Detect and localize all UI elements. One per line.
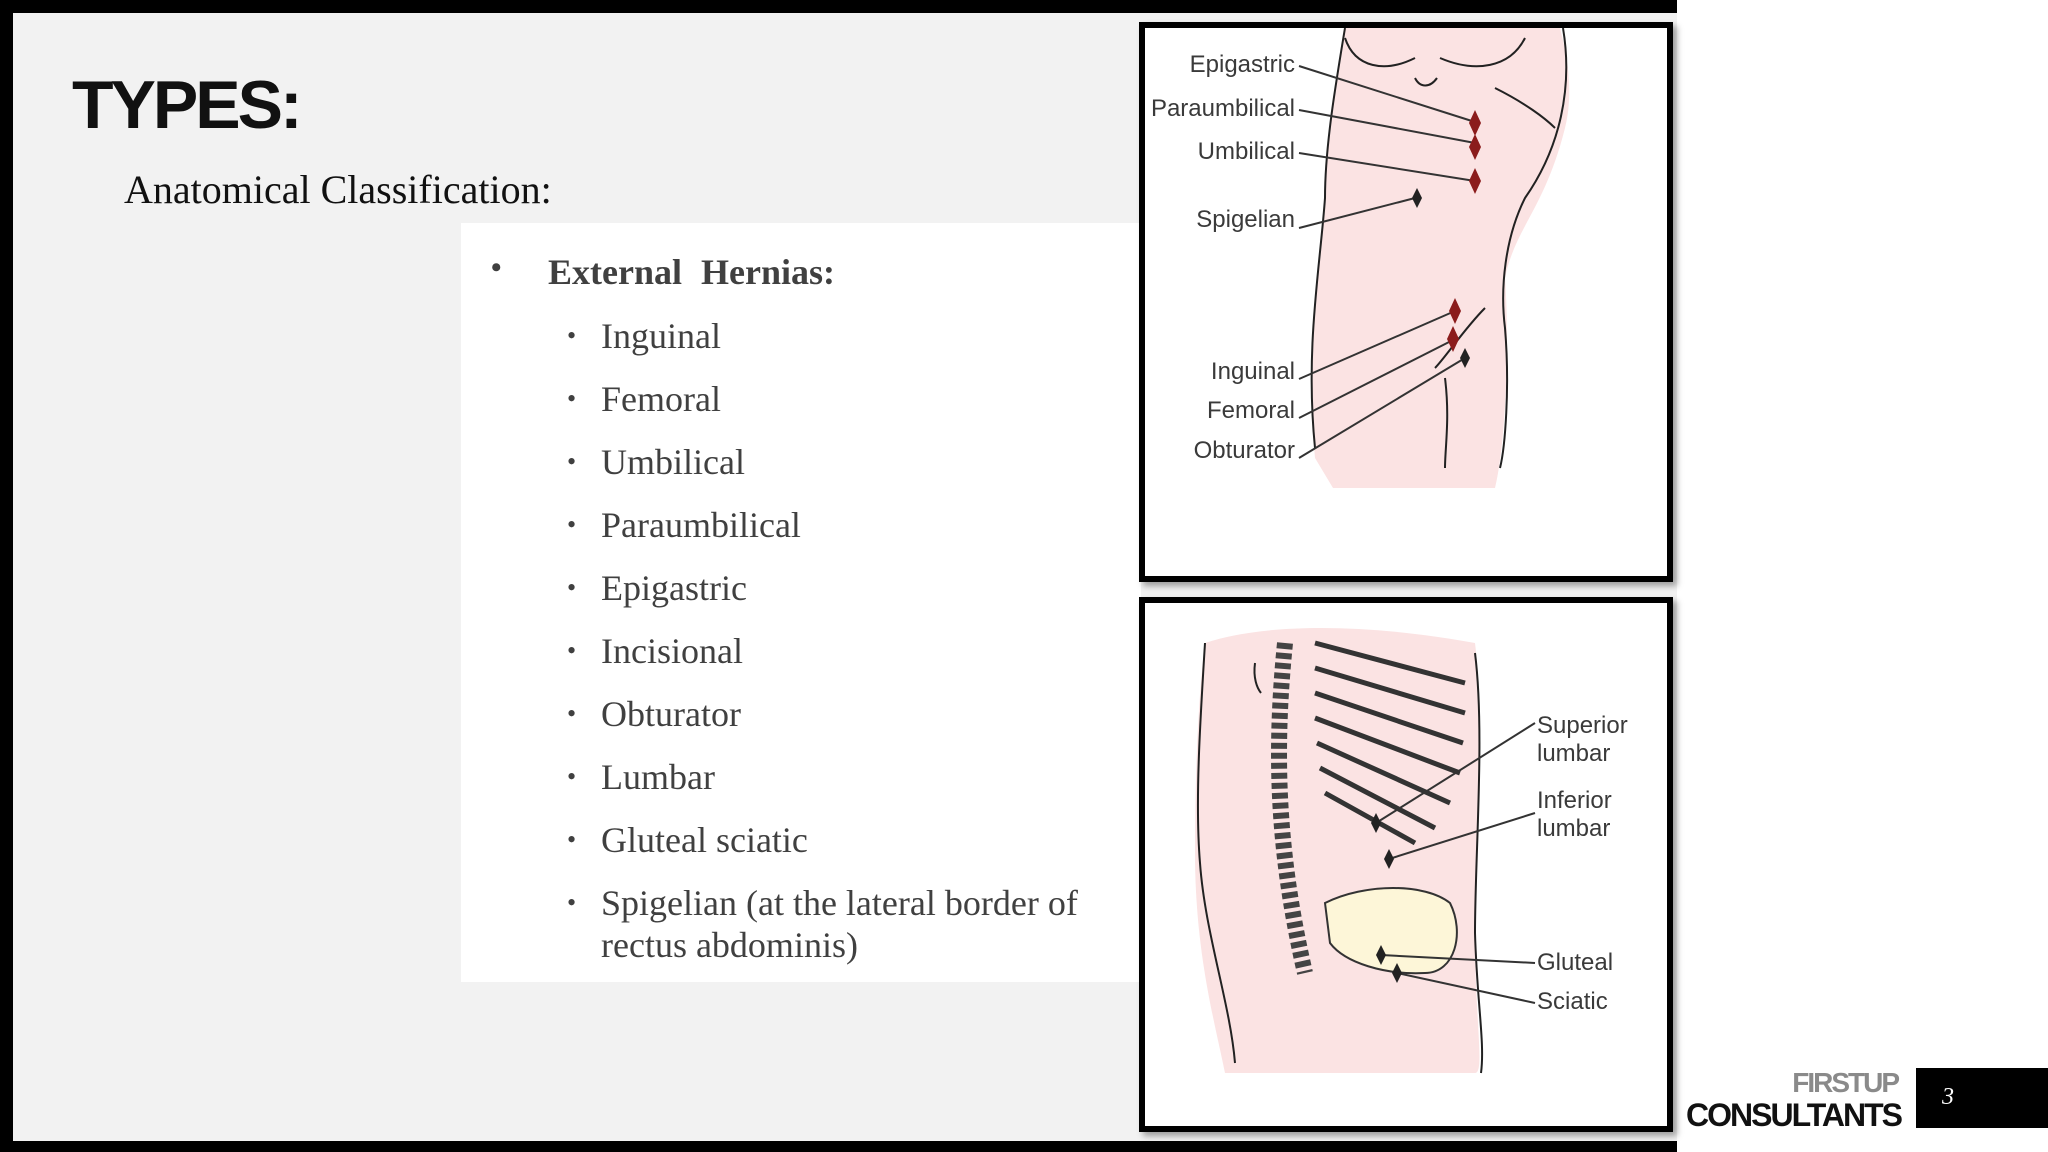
list-heading-text: External Hernias: xyxy=(548,252,835,292)
front-body-illustration xyxy=(1145,28,1667,576)
hernia-list-box xyxy=(461,223,1141,982)
list-item-text: Epigastric xyxy=(601,568,747,608)
firstup-logo xyxy=(1686,1067,1902,1133)
logo-line2: CONSULTANTS xyxy=(1686,1097,1902,1133)
list-item-text: Gluteal sciatic xyxy=(601,820,808,860)
bullet-icon: • xyxy=(567,573,577,602)
list-item-text: Incisional xyxy=(601,631,743,671)
bullet-icon: • xyxy=(491,251,502,284)
label-superior: Superior xyxy=(1537,712,1628,739)
label-paraumbilical: Paraumbilical xyxy=(1150,95,1295,122)
front-hernia-figure xyxy=(1139,22,1673,582)
list-item xyxy=(567,378,1111,420)
slide-subtitle: Anatomical Classification: xyxy=(124,167,552,212)
label-inferior: Inferior xyxy=(1537,787,1612,814)
bullet-icon: • xyxy=(567,636,577,665)
back-body-illustration xyxy=(1145,603,1667,1126)
label-inguinal: Inguinal xyxy=(1210,358,1295,385)
list-item-text: Spigelian (at the lateral border of rectus abdominis) xyxy=(601,883,1078,965)
list-item-text: Obturator xyxy=(601,694,741,734)
bullet-icon: • xyxy=(567,384,577,413)
list-item-text: Femoral xyxy=(601,379,721,419)
bullet-icon: • xyxy=(567,510,577,539)
list-item-text: Umbilical xyxy=(601,442,745,482)
list-item xyxy=(567,315,1111,357)
logo-line1: FIRSTUP xyxy=(1792,1067,1898,1098)
page-number: 3 xyxy=(1942,1084,1954,1110)
list-item-text: Paraumbilical xyxy=(601,505,801,545)
list-item xyxy=(567,567,1111,609)
bullet-icon: • xyxy=(567,699,577,728)
page-number-box xyxy=(1916,1068,2048,1128)
label-gluteal: Gluteal xyxy=(1537,949,1614,976)
bullet-icon: • xyxy=(567,825,577,854)
label-epigastric: Epigastric xyxy=(1189,51,1295,78)
bullet-icon: • xyxy=(567,762,577,791)
bullet-icon: • xyxy=(567,447,577,476)
list-item xyxy=(567,693,1111,735)
bullet-icon: • xyxy=(567,321,577,350)
back-hernia-figure xyxy=(1139,597,1673,1132)
label-inferior-lumbar: lumbar xyxy=(1537,815,1611,842)
list-item xyxy=(567,882,1111,966)
bullet-icon: • xyxy=(567,888,577,917)
label-sciatic: Sciatic xyxy=(1537,988,1608,1015)
slide-title: TYPES: xyxy=(72,67,300,143)
label-femoral: Femoral xyxy=(1206,397,1295,424)
list-item xyxy=(567,630,1111,672)
list-item xyxy=(567,441,1111,483)
label-superior-lumbar: lumbar xyxy=(1537,740,1611,767)
label-obturator: Obturator xyxy=(1193,437,1295,464)
list-item-text: Inguinal xyxy=(601,316,721,356)
list-item xyxy=(567,756,1111,798)
list-item-text: Lumbar xyxy=(601,757,715,797)
list-item xyxy=(567,504,1111,546)
list-item xyxy=(567,819,1111,861)
label-spigelian: Spigelian xyxy=(1196,206,1295,233)
label-umbilical: Umbilical xyxy=(1197,138,1295,165)
